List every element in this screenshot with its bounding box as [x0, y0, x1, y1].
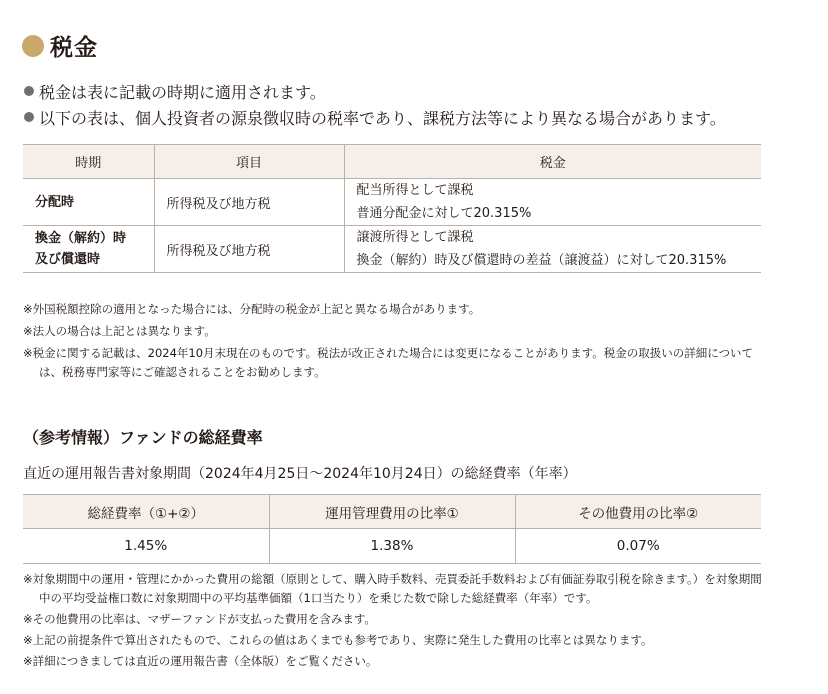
bullet-item — [24, 104, 726, 130]
reference-title: （参考情報）ファンドの総経費率 — [23, 428, 263, 447]
bullet-text: 税金は表に記載の時期に適用されます。 — [39, 82, 326, 102]
tax-table-header — [23, 145, 761, 179]
cost-header-total: 総経費率（①+②） — [23, 495, 269, 529]
tax-notes — [23, 300, 768, 385]
cost-note: ※対象期間中の運用・管理にかかった費用の総額（原則として、購入時手数料、売買委託手数料および有価証券取引税を除きます。）を対象期間中の平均受益権口数に対象期間中の平均基準価額（1口当たり）を乗じた数で除した総経費率（年率）です。 — [23, 572, 762, 605]
tax-header-item: 項目 — [154, 145, 344, 179]
tax-note: ※外国税額控除の適用となった場合には、分配時の税金が上記と異なる場合があります。 — [23, 302, 481, 316]
tax-table — [23, 144, 761, 273]
timing-text-line1: 換金（解約）時 — [35, 231, 127, 246]
bullet-text: 以下の表は、個人投資者の源泉徴収時の税率であり、課税方法等により異なる場合があります。 — [39, 108, 726, 128]
bullet-dot-icon — [24, 112, 34, 122]
timing-cell — [23, 179, 154, 226]
cost-value-total: 1.45% — [23, 529, 269, 564]
timing-text: 分配時 — [35, 194, 75, 210]
tax-note: ※税金に関する記載は、2024年10月末現在のものです。税法が改正された場合には変更になることがあります。税金の取扱いの詳細については、税務専門家等にご確認されることをお勧めします。 — [23, 346, 753, 379]
cost-table-header — [23, 495, 761, 529]
table-row — [23, 226, 761, 273]
cost-note: ※上記の前提条件で算出されたもので、これらの値はあくまでも参考であり、実際に発生した費用の比率とは異なります。 — [23, 633, 653, 647]
timing-text-line2: 及び償還時 — [35, 252, 101, 267]
tax-cell — [344, 179, 761, 226]
tax-cell — [344, 226, 761, 273]
cost-note: ※詳細につきましては直近の運用報告書（全体版）をご覧ください。 — [23, 654, 378, 668]
cost-header-other: その他費用の比率② — [515, 495, 761, 529]
cost-notes — [23, 570, 768, 673]
tax-text-line1: 配当所得として課税 — [356, 183, 474, 198]
bullet-item — [24, 78, 726, 104]
tax-text-line1: 譲渡所得として課税 — [356, 230, 474, 245]
tax-text-line2: 換金（解約）時及び償還時の差益（譲渡益）に対して20.315% — [356, 253, 727, 268]
timing-cell — [23, 226, 154, 273]
table-row — [23, 529, 761, 564]
bullet-dot-icon — [24, 86, 34, 96]
table-row — [23, 179, 761, 226]
tax-text-line2: 普通分配金に対して20.315% — [356, 206, 532, 221]
tax-header-timing: 時期 — [23, 145, 154, 179]
section-title-text: 税金 — [50, 35, 98, 61]
period-text: 直近の運用報告書対象期間（2024年4月25日～2024年10月24日）の総経費率（年率） — [23, 466, 577, 482]
cost-value-other: 0.07% — [515, 529, 761, 564]
item-cell: 所得税及び地方税 — [154, 179, 344, 226]
cost-note: ※その他費用の比率は、マザーファンドが支払った費用を含みます。 — [23, 612, 376, 626]
bullet-list — [24, 78, 726, 130]
item-cell: 所得税及び地方税 — [154, 226, 344, 273]
cost-table — [23, 494, 761, 564]
cost-value-management: 1.38% — [269, 529, 515, 564]
title-dot-icon — [22, 35, 44, 57]
tax-note: ※法人の場合は上記とは異なります。 — [23, 324, 216, 338]
tax-header-tax: 税金 — [344, 145, 761, 179]
cost-header-management: 運用管理費用の比率① — [269, 495, 515, 529]
section-title — [22, 29, 98, 62]
